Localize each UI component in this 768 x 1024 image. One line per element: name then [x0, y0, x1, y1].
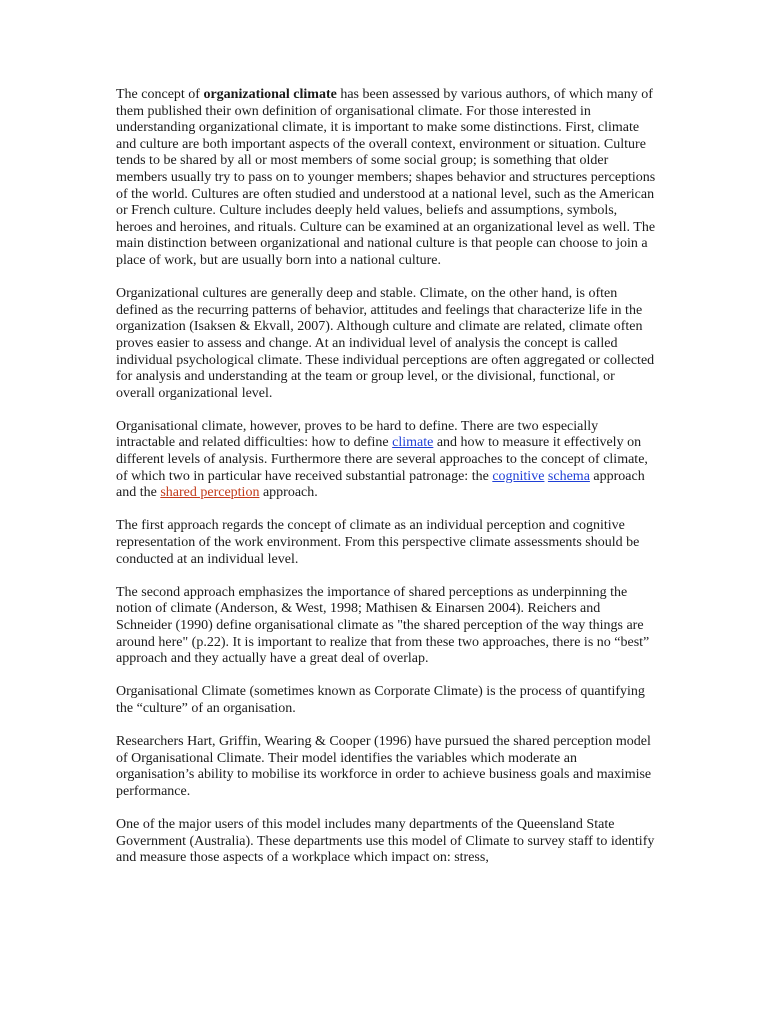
paragraph-4: The first approach regards the concept of climate as an individual perception and cognitive representation of the work environment. From this perspective climate assessments should be conducted at an individual level.	[116, 518, 640, 567]
paragraph-1	[116, 87, 656, 270]
paragraph-1-text: has been assessed by various authors, of which many of them published their own definition of organisational climate. For those interested in understanding organizational climate, it is important to make some distinctions. First, climate and culture are both important aspects of the overall context, environment or situation. Culture tends to be shared by all or most members of some social group; is something that older members usually try to pass on to younger members; shapes behavior and structures perceptions of the world. Cultures are often studied and understood at a national level, such as the American or French culture. Culture includes deeply held values, beliefs and assumptions, symbols, heroes and heroines, and rituals. Culture can be examined at an organizational level as well. The main distinction between organizational and national culture is that people can choose to join a place of work, but are usually born into a national culture.	[116, 87, 656, 268]
paragraph-7: Researchers Hart, Griffin, Wearing & Cooper (1996) have pursued the shared perception model of Organisational Climate. Their model identifies the variables which moderate an organisation’s ability to mobilise its workforce in order to achieve business goals and maximise performance.	[116, 734, 652, 799]
paragraph-8: One of the major users of this model includes many departments of the Queensland State Government (Australia). These departments use this model of Climate to survey staff to identify and measure those aspects of a workplace which impact on: stress,	[116, 817, 655, 866]
paragraph-1-prefix: The concept of	[116, 87, 204, 102]
link-schema[interactable]: schema	[547, 468, 590, 484]
term-organizational-climate: organizational climate	[203, 87, 337, 102]
paragraph-3-text-c: approach and the	[116, 468, 645, 501]
link-shared-perception[interactable]: shared perception	[160, 485, 260, 501]
paragraph-3-text-d: approach.	[259, 485, 318, 501]
link-climate[interactable]: climate	[392, 435, 434, 451]
paragraph-3	[116, 419, 656, 502]
paragraph-3-text-a: Organisational climate, however, proves to be hard to define. There are two especially intractable and related difficulties: how to define	[116, 418, 599, 451]
paragraph-3-text-b: and how to measure it effectively on different levels of analysis. Furthermore there are several approaches to the concept of climate, of which two in particular have received substantial patronage: the	[116, 435, 648, 484]
document-body	[116, 87, 656, 884]
link-cognitive[interactable]: cognitive	[492, 468, 545, 484]
paragraph-6: Organisational Climate (sometimes known as Corporate Climate) is the process of quantifying the “culture” of an organisation.	[116, 684, 645, 716]
paragraph-2: Organizational cultures are generally deep and stable. Climate, on the other hand, is often defined as the recurring patterns of behavior, attitudes and feelings that characterize life in the organization (Isaksen & Ekvall, 2007). Although culture and climate are related, climate often proves easier to assess and change. At an individual level of analysis the concept is called individual psychological climate. These individual perceptions are often aggregated or collected for analysis and understanding at the team or group level, or the divisional, functional, or overall organizational level.	[116, 286, 655, 401]
paragraph-5: The second approach emphasizes the importance of shared perceptions as underpinning the notion of climate (Anderson, & West, 1998; Mathisen & Einarsen 2004). Reichers and Schneider (1990) define organisational climate as "the shared perception of the way things are around here" (p.22). It is important to realize that from these two approaches, there is no “best” approach and they actually have a great deal of overlap.	[116, 584, 650, 667]
